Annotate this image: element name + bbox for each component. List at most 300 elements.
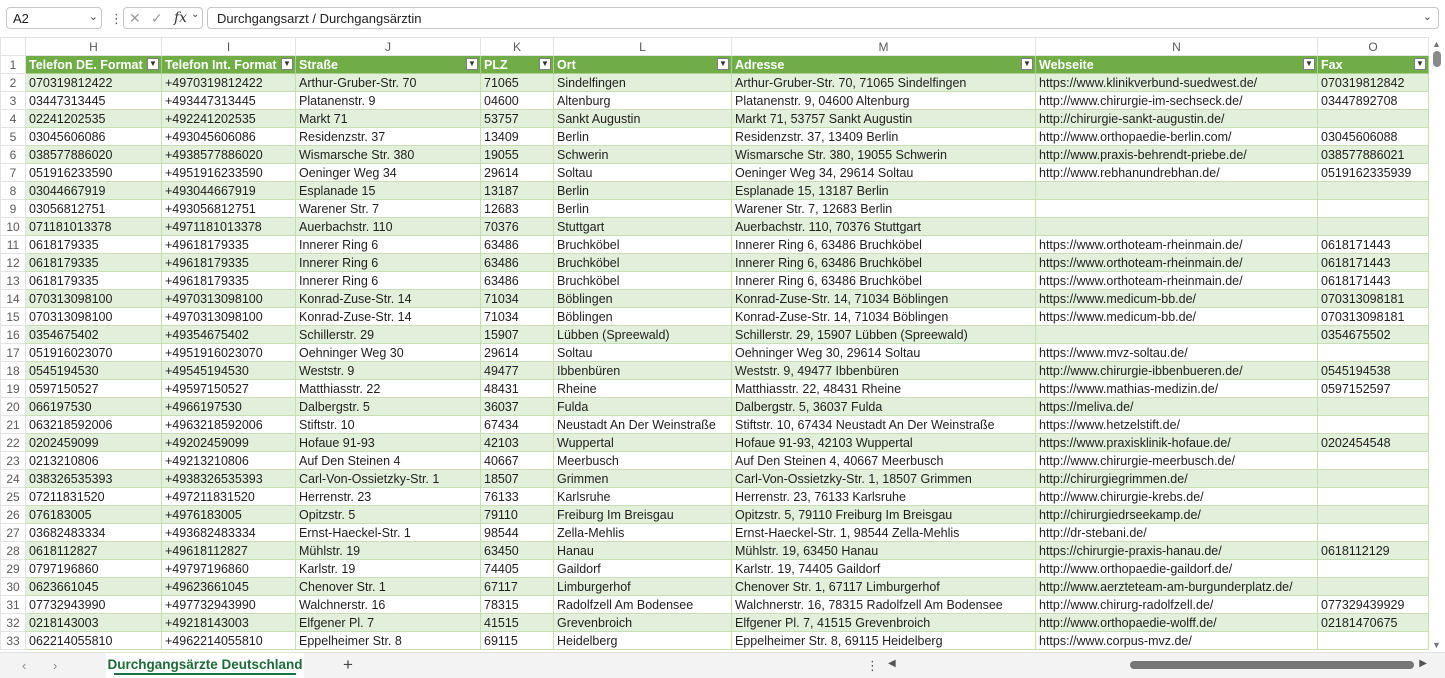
table-cell[interactable]: Wuppertal bbox=[554, 434, 732, 452]
table-cell[interactable]: https://meliva.de/ bbox=[1036, 398, 1318, 416]
table-cell[interactable]: 0218143003 bbox=[26, 614, 162, 632]
table-cell[interactable]: http://www.orthopaedie-berlin.com/ bbox=[1036, 128, 1318, 146]
table-cell[interactable]: 071181013378 bbox=[26, 218, 162, 236]
table-header-cell[interactable] bbox=[1318, 56, 1429, 74]
filter-dropdown-icon[interactable]: ▼ bbox=[539, 58, 551, 70]
table-header-cell[interactable] bbox=[481, 56, 554, 74]
table-cell[interactable]: 15907 bbox=[481, 326, 554, 344]
row-header[interactable]: 18 bbox=[1, 362, 26, 380]
table-cell[interactable]: Fulda bbox=[554, 398, 732, 416]
filter-dropdown-icon[interactable]: ▼ bbox=[1303, 58, 1315, 70]
scroll-right-icon[interactable]: ▶ bbox=[1419, 658, 1427, 669]
chevron-down-icon[interactable]: ⌄ bbox=[88, 11, 98, 23]
table-cell[interactable]: Innerer Ring 6, 63486 Bruchköbel bbox=[732, 236, 1036, 254]
more-options-icon[interactable]: ⋮ bbox=[866, 658, 879, 673]
table-cell[interactable]: 051916233590 bbox=[26, 164, 162, 182]
formula-input[interactable] bbox=[207, 7, 1439, 29]
row-header[interactable]: 17 bbox=[1, 344, 26, 362]
table-cell[interactable]: http://chirurgie-sankt-augustin.de/ bbox=[1036, 110, 1318, 128]
table-cell[interactable]: Warener Str. 7, 12683 Berlin bbox=[732, 200, 1036, 218]
table-cell[interactable]: +493056812751 bbox=[162, 200, 296, 218]
table-cell[interactable]: Ibbenbüren bbox=[554, 362, 732, 380]
table-cell[interactable] bbox=[1318, 416, 1429, 434]
table-cell[interactable]: Herrenstr. 23, 76133 Karlsruhe bbox=[732, 488, 1036, 506]
table-cell[interactable]: +49618179335 bbox=[162, 254, 296, 272]
table-cell[interactable]: Bruchköbel bbox=[554, 254, 732, 272]
table-cell[interactable]: +493682483334 bbox=[162, 524, 296, 542]
row-header[interactable]: 4 bbox=[1, 110, 26, 128]
table-cell[interactable]: 67434 bbox=[481, 416, 554, 434]
table-cell[interactable]: 03447892708 bbox=[1318, 92, 1429, 110]
sheet-tab-active[interactable] bbox=[106, 653, 304, 678]
table-cell[interactable]: Weststr. 9 bbox=[296, 362, 481, 380]
table-cell[interactable]: 0618112129 bbox=[1318, 542, 1429, 560]
table-cell[interactable]: +493447313445 bbox=[162, 92, 296, 110]
table-cell[interactable]: 03056812751 bbox=[26, 200, 162, 218]
table-cell[interactable]: +497732943990 bbox=[162, 596, 296, 614]
table-cell[interactable]: http://www.chirurgie-im-sechseck.de/ bbox=[1036, 92, 1318, 110]
column-header[interactable]: H bbox=[26, 38, 162, 56]
table-cell[interactable]: Konrad-Zuse-Str. 14, 71034 Böblingen bbox=[732, 308, 1036, 326]
table-cell[interactable]: Chenover Str. 1 bbox=[296, 578, 481, 596]
table-cell[interactable]: 69115 bbox=[481, 632, 554, 650]
table-cell[interactable]: Stiftstr. 10 bbox=[296, 416, 481, 434]
table-cell[interactable]: Ernst-Haeckel-Str. 1, 98544 Zella-Mehlis bbox=[732, 524, 1036, 542]
table-cell[interactable]: 03447313445 bbox=[26, 92, 162, 110]
table-cell[interactable] bbox=[1318, 470, 1429, 488]
table-cell[interactable]: 63450 bbox=[481, 542, 554, 560]
table-cell[interactable]: 051916023070 bbox=[26, 344, 162, 362]
table-cell[interactable]: Elfgener Pl. 7 bbox=[296, 614, 481, 632]
table-cell[interactable]: 29614 bbox=[481, 164, 554, 182]
table-cell[interactable]: Auf Den Steinen 4, 40667 Meerbusch bbox=[732, 452, 1036, 470]
row-header[interactable]: 26 bbox=[1, 506, 26, 524]
row-header[interactable]: 19 bbox=[1, 380, 26, 398]
vertical-scroll-thumb[interactable] bbox=[1433, 51, 1441, 67]
horizontal-scroll-thumb[interactable] bbox=[1130, 661, 1414, 669]
table-cell[interactable]: Esplanade 15, 13187 Berlin bbox=[732, 182, 1036, 200]
table-cell[interactable]: 71034 bbox=[481, 308, 554, 326]
table-cell[interactable] bbox=[1036, 182, 1318, 200]
check-icon[interactable]: ✓ bbox=[151, 10, 163, 26]
table-cell[interactable] bbox=[1036, 218, 1318, 236]
table-cell[interactable]: Auerbachstr. 110 bbox=[296, 218, 481, 236]
table-cell[interactable]: Schillerstr. 29 bbox=[296, 326, 481, 344]
more-options-icon[interactable]: ⋮ bbox=[110, 11, 123, 26]
column-header[interactable]: I bbox=[162, 38, 296, 56]
row-header[interactable]: 29 bbox=[1, 560, 26, 578]
table-cell[interactable]: http://www.praxis-behrendt-priebe.de/ bbox=[1036, 146, 1318, 164]
table-cell[interactable]: http://www.aerzteteam-am-burgunderplatz.de/ bbox=[1036, 578, 1318, 596]
table-cell[interactable]: https://www.medicum-bb.de/ bbox=[1036, 290, 1318, 308]
table-cell[interactable] bbox=[1318, 452, 1429, 470]
table-cell[interactable]: http://dr-stebani.de/ bbox=[1036, 524, 1318, 542]
row-header[interactable]: 1 bbox=[1, 56, 26, 74]
table-cell[interactable]: Karlstr. 19 bbox=[296, 560, 481, 578]
table-cell[interactable]: 41515 bbox=[481, 614, 554, 632]
table-cell[interactable]: 71065 bbox=[481, 74, 554, 92]
table-cell[interactable]: 36037 bbox=[481, 398, 554, 416]
table-cell[interactable]: 0597150527 bbox=[26, 380, 162, 398]
table-cell[interactable]: https://www.mvz-soltau.de/ bbox=[1036, 344, 1318, 362]
table-cell[interactable]: Markt 71, 53757 Sankt Augustin bbox=[732, 110, 1036, 128]
row-header[interactable]: 15 bbox=[1, 308, 26, 326]
table-cell[interactable]: Sindelfingen bbox=[554, 74, 732, 92]
table-cell[interactable]: Bruchköbel bbox=[554, 272, 732, 290]
table-cell[interactable]: Stiftstr. 10, 67434 Neustadt An Der Weinstraße bbox=[732, 416, 1036, 434]
row-header[interactable]: 31 bbox=[1, 596, 26, 614]
table-cell[interactable]: https://www.praxisklinik-hofaue.de/ bbox=[1036, 434, 1318, 452]
table-cell[interactable]: Böblingen bbox=[554, 308, 732, 326]
table-cell[interactable]: +4963218592006 bbox=[162, 416, 296, 434]
x-icon[interactable]: ✕ bbox=[129, 10, 141, 26]
table-cell[interactable]: Opitzstr. 5 bbox=[296, 506, 481, 524]
table-cell[interactable]: Stuttgart bbox=[554, 218, 732, 236]
table-cell[interactable]: 48431 bbox=[481, 380, 554, 398]
table-cell[interactable]: Bruchköbel bbox=[554, 236, 732, 254]
table-cell[interactable]: http://www.chirurgie-krebs.de/ bbox=[1036, 488, 1318, 506]
table-cell[interactable]: Hofaue 91-93, 42103 Wuppertal bbox=[732, 434, 1036, 452]
table-cell[interactable]: Neustadt An Der Weinstraße bbox=[554, 416, 732, 434]
table-cell[interactable]: 67117 bbox=[481, 578, 554, 596]
row-header[interactable]: 8 bbox=[1, 182, 26, 200]
table-cell[interactable]: Weststr. 9, 49477 Ibbenbüren bbox=[732, 362, 1036, 380]
row-header[interactable]: 12 bbox=[1, 254, 26, 272]
table-cell[interactable] bbox=[1318, 578, 1429, 596]
table-cell[interactable]: https://www.medicum-bb.de/ bbox=[1036, 308, 1318, 326]
table-cell[interactable]: +49354675402 bbox=[162, 326, 296, 344]
table-cell[interactable]: 0618171443 bbox=[1318, 236, 1429, 254]
table-cell[interactable]: Innerer Ring 6 bbox=[296, 254, 481, 272]
table-cell[interactable]: 0797196860 bbox=[26, 560, 162, 578]
table-cell[interactable] bbox=[1318, 200, 1429, 218]
table-cell[interactable]: Carl-Von-Ossietzky-Str. 1 bbox=[296, 470, 481, 488]
table-cell[interactable]: +49797196860 bbox=[162, 560, 296, 578]
scroll-down-icon[interactable]: ▼ bbox=[1432, 640, 1441, 650]
table-cell[interactable]: Auerbachstr. 110, 70376 Stuttgart bbox=[732, 218, 1036, 236]
table-cell[interactable]: http://www.orthopaedie-wolff.de/ bbox=[1036, 614, 1318, 632]
row-header[interactable]: 3 bbox=[1, 92, 26, 110]
table-cell[interactable]: 02181470675 bbox=[1318, 614, 1429, 632]
horizontal-scrollbar[interactable] bbox=[884, 658, 1429, 672]
table-cell[interactable] bbox=[1318, 218, 1429, 236]
table-cell[interactable]: 03044667919 bbox=[26, 182, 162, 200]
plus-icon[interactable]: + bbox=[343, 655, 353, 674]
table-cell[interactable]: http://www.rebhanundrebhan.de/ bbox=[1036, 164, 1318, 182]
table-cell[interactable]: +4970319812422 bbox=[162, 74, 296, 92]
table-cell[interactable]: https://www.orthoteam-rheinmain.de/ bbox=[1036, 254, 1318, 272]
row-header[interactable]: 16 bbox=[1, 326, 26, 344]
row-header[interactable]: 9 bbox=[1, 200, 26, 218]
table-cell[interactable]: Altenburg bbox=[554, 92, 732, 110]
filter-dropdown-icon[interactable]: ▼ bbox=[1021, 58, 1033, 70]
chevron-right-icon[interactable]: › bbox=[53, 658, 58, 673]
table-cell[interactable]: 0623661045 bbox=[26, 578, 162, 596]
table-cell[interactable]: 13187 bbox=[481, 182, 554, 200]
table-cell[interactable]: http://www.chirurg-radolfzell.de/ bbox=[1036, 596, 1318, 614]
table-cell[interactable]: 40667 bbox=[481, 452, 554, 470]
row-header[interactable]: 13 bbox=[1, 272, 26, 290]
table-cell[interactable]: 0354675402 bbox=[26, 326, 162, 344]
table-cell[interactable]: +49618179335 bbox=[162, 272, 296, 290]
table-cell[interactable]: 02241202535 bbox=[26, 110, 162, 128]
table-cell[interactable]: Karlsruhe bbox=[554, 488, 732, 506]
row-header[interactable]: 21 bbox=[1, 416, 26, 434]
table-cell[interactable]: 18507 bbox=[481, 470, 554, 488]
table-cell[interactable]: Matthiasstr. 22 bbox=[296, 380, 481, 398]
table-cell[interactable]: 0545194538 bbox=[1318, 362, 1429, 380]
table-cell[interactable]: 0618112827 bbox=[26, 542, 162, 560]
table-cell[interactable]: Chenover Str. 1, 67117 Limburgerhof bbox=[732, 578, 1036, 596]
table-cell[interactable]: 70376 bbox=[481, 218, 554, 236]
table-cell[interactable]: 070313098181 bbox=[1318, 290, 1429, 308]
table-cell[interactable]: Grevenbroich bbox=[554, 614, 732, 632]
table-cell[interactable]: https://www.orthoteam-rheinmain.de/ bbox=[1036, 236, 1318, 254]
table-cell[interactable]: 07211831520 bbox=[26, 488, 162, 506]
table-cell[interactable]: Eppelheimer Str. 8 bbox=[296, 632, 481, 650]
row-header[interactable]: 7 bbox=[1, 164, 26, 182]
filter-dropdown-icon[interactable]: ▼ bbox=[281, 58, 293, 70]
table-cell[interactable]: Innerer Ring 6, 63486 Bruchköbel bbox=[732, 254, 1036, 272]
table-cell[interactable]: http://www.orthopaedie-gaildorf.de/ bbox=[1036, 560, 1318, 578]
scroll-up-icon[interactable]: ▲ bbox=[1432, 39, 1441, 49]
table-cell[interactable]: Oehninger Weg 30 bbox=[296, 344, 481, 362]
table-cell[interactable]: Platanenstr. 9 bbox=[296, 92, 481, 110]
table-cell[interactable]: +4938326535393 bbox=[162, 470, 296, 488]
table-cell[interactable]: 19055 bbox=[481, 146, 554, 164]
table-cell[interactable]: +493044667919 bbox=[162, 182, 296, 200]
row-header[interactable]: 30 bbox=[1, 578, 26, 596]
table-cell[interactable]: 03682483334 bbox=[26, 524, 162, 542]
table-cell[interactable]: 0354675502 bbox=[1318, 326, 1429, 344]
table-cell[interactable]: 0202459099 bbox=[26, 434, 162, 452]
table-cell[interactable]: 0618179335 bbox=[26, 272, 162, 290]
table-header-cell[interactable] bbox=[26, 56, 162, 74]
table-cell[interactable]: 29614 bbox=[481, 344, 554, 362]
table-cell[interactable]: 0202454548 bbox=[1318, 434, 1429, 452]
table-cell[interactable]: 038577886021 bbox=[1318, 146, 1429, 164]
table-cell[interactable] bbox=[1318, 506, 1429, 524]
table-cell[interactable]: 98544 bbox=[481, 524, 554, 542]
table-cell[interactable]: Residenzstr. 37, 13409 Berlin bbox=[732, 128, 1036, 146]
column-header[interactable]: N bbox=[1036, 38, 1318, 56]
table-cell[interactable] bbox=[1318, 110, 1429, 128]
table-cell[interactable]: Platanenstr. 9, 04600 Altenburg bbox=[732, 92, 1036, 110]
table-cell[interactable]: 76133 bbox=[481, 488, 554, 506]
table-cell[interactable]: +4966197530 bbox=[162, 398, 296, 416]
table-header-cell[interactable] bbox=[296, 56, 481, 74]
filter-dropdown-icon[interactable]: ▼ bbox=[466, 58, 478, 70]
table-cell[interactable]: Innerer Ring 6, 63486 Bruchköbel bbox=[732, 272, 1036, 290]
table-cell[interactable]: +4962214055810 bbox=[162, 632, 296, 650]
row-header[interactable]: 24 bbox=[1, 470, 26, 488]
table-cell[interactable]: https://www.orthoteam-rheinmain.de/ bbox=[1036, 272, 1318, 290]
column-header[interactable]: L bbox=[554, 38, 732, 56]
table-cell[interactable]: https://chirurgie-praxis-hanau.de/ bbox=[1036, 542, 1318, 560]
table-cell[interactable]: 038326535393 bbox=[26, 470, 162, 488]
table-cell[interactable]: Berlin bbox=[554, 128, 732, 146]
table-cell[interactable]: Sankt Augustin bbox=[554, 110, 732, 128]
table-cell[interactable]: 63486 bbox=[481, 254, 554, 272]
table-cell[interactable]: 13409 bbox=[481, 128, 554, 146]
table-cell[interactable]: 63486 bbox=[481, 272, 554, 290]
fx-icon[interactable]: fx bbox=[174, 10, 188, 26]
table-cell[interactable]: Karlstr. 19, 74405 Gaildorf bbox=[732, 560, 1036, 578]
table-cell[interactable]: 0618179335 bbox=[26, 236, 162, 254]
row-header[interactable]: 20 bbox=[1, 398, 26, 416]
row-header[interactable]: 10 bbox=[1, 218, 26, 236]
table-cell[interactable]: http://chirurgiedrseekamp.de/ bbox=[1036, 506, 1318, 524]
chevron-left-icon[interactable]: ‹ bbox=[22, 658, 27, 673]
table-cell[interactable]: 066197530 bbox=[26, 398, 162, 416]
table-cell[interactable]: Schillerstr. 29, 15907 Lübben (Spreewald) bbox=[732, 326, 1036, 344]
table-cell[interactable]: Schwerin bbox=[554, 146, 732, 164]
table-cell[interactable] bbox=[1036, 200, 1318, 218]
table-cell[interactable]: +49597150527 bbox=[162, 380, 296, 398]
table-cell[interactable] bbox=[1318, 632, 1429, 650]
row-header[interactable]: 5 bbox=[1, 128, 26, 146]
table-cell[interactable]: +4970313098100 bbox=[162, 290, 296, 308]
table-cell[interactable]: Esplanade 15 bbox=[296, 182, 481, 200]
table-cell[interactable]: 63486 bbox=[481, 236, 554, 254]
table-cell[interactable]: https://www.mathias-medizin.de/ bbox=[1036, 380, 1318, 398]
table-cell[interactable] bbox=[1036, 326, 1318, 344]
table-cell[interactable]: 0597152597 bbox=[1318, 380, 1429, 398]
table-cell[interactable]: Eppelheimer Str. 8, 69115 Heidelberg bbox=[732, 632, 1036, 650]
table-cell[interactable]: 062214055810 bbox=[26, 632, 162, 650]
row-header[interactable]: 2 bbox=[1, 74, 26, 92]
table-cell[interactable]: 03045606088 bbox=[1318, 128, 1429, 146]
filter-dropdown-icon[interactable]: ▼ bbox=[1414, 58, 1426, 70]
row-header[interactable]: 27 bbox=[1, 524, 26, 542]
table-cell[interactable]: Opitzstr. 5, 79110 Freiburg Im Breisgau bbox=[732, 506, 1036, 524]
table-cell[interactable]: Rheine bbox=[554, 380, 732, 398]
table-cell[interactable]: Matthiasstr. 22, 48431 Rheine bbox=[732, 380, 1036, 398]
table-cell[interactable]: 077329439929 bbox=[1318, 596, 1429, 614]
table-cell[interactable]: 070319812842 bbox=[1318, 74, 1429, 92]
table-cell[interactable]: +4938577886020 bbox=[162, 146, 296, 164]
row-header[interactable]: 28 bbox=[1, 542, 26, 560]
table-cell[interactable]: Carl-Von-Ossietzky-Str. 1, 18507 Grimmen bbox=[732, 470, 1036, 488]
table-cell[interactable]: 53757 bbox=[481, 110, 554, 128]
row-header[interactable]: 33 bbox=[1, 632, 26, 650]
table-cell[interactable]: Residenzstr. 37 bbox=[296, 128, 481, 146]
table-cell[interactable]: Berlin bbox=[554, 182, 732, 200]
table-header-cell[interactable] bbox=[1036, 56, 1318, 74]
table-cell[interactable]: https://www.klinikverbund-suedwest.de/ bbox=[1036, 74, 1318, 92]
row-header[interactable]: 32 bbox=[1, 614, 26, 632]
table-cell[interactable]: +4976183005 bbox=[162, 506, 296, 524]
table-cell[interactable]: 038577886020 bbox=[26, 146, 162, 164]
table-cell[interactable]: Soltau bbox=[554, 344, 732, 362]
table-cell[interactable]: 0213210806 bbox=[26, 452, 162, 470]
table-cell[interactable]: 74405 bbox=[481, 560, 554, 578]
table-cell[interactable]: 07732943990 bbox=[26, 596, 162, 614]
table-cell[interactable]: +492241202535 bbox=[162, 110, 296, 128]
table-cell[interactable]: Berlin bbox=[554, 200, 732, 218]
vertical-scrollbar[interactable] bbox=[1429, 37, 1445, 652]
table-cell[interactable]: Grimmen bbox=[554, 470, 732, 488]
table-cell[interactable]: Mühlstr. 19 bbox=[296, 542, 481, 560]
table-header-cell[interactable] bbox=[554, 56, 732, 74]
table-cell[interactable]: Konrad-Zuse-Str. 14 bbox=[296, 308, 481, 326]
table-cell[interactable]: +49545194530 bbox=[162, 362, 296, 380]
table-cell[interactable]: Hofaue 91-93 bbox=[296, 434, 481, 452]
table-cell[interactable]: +493045606086 bbox=[162, 128, 296, 146]
table-cell[interactable]: Hanau bbox=[554, 542, 732, 560]
table-cell[interactable] bbox=[1318, 524, 1429, 542]
table-cell[interactable]: +4951916233590 bbox=[162, 164, 296, 182]
table-cell[interactable]: 78315 bbox=[481, 596, 554, 614]
filter-dropdown-icon[interactable]: ▼ bbox=[717, 58, 729, 70]
table-cell[interactable]: Arthur-Gruber-Str. 70, 71065 Sindelfingen bbox=[732, 74, 1036, 92]
row-header[interactable]: 6 bbox=[1, 146, 26, 164]
table-cell[interactable]: 063218592006 bbox=[26, 416, 162, 434]
table-cell[interactable]: Auf Den Steinen 4 bbox=[296, 452, 481, 470]
table-cell[interactable] bbox=[1318, 560, 1429, 578]
table-cell[interactable]: Ernst-Haeckel-Str. 1 bbox=[296, 524, 481, 542]
column-header[interactable]: M bbox=[732, 38, 1036, 56]
row-header[interactable]: 14 bbox=[1, 290, 26, 308]
table-cell[interactable]: 070313098181 bbox=[1318, 308, 1429, 326]
table-cell[interactable]: Wismarsche Str. 380 bbox=[296, 146, 481, 164]
table-cell[interactable]: +49202459099 bbox=[162, 434, 296, 452]
table-cell[interactable]: Herrenstr. 23 bbox=[296, 488, 481, 506]
table-cell[interactable]: Dalbergstr. 5 bbox=[296, 398, 481, 416]
row-header[interactable]: 22 bbox=[1, 434, 26, 452]
table-cell[interactable]: 04600 bbox=[481, 92, 554, 110]
table-cell[interactable]: Meerbusch bbox=[554, 452, 732, 470]
table-cell[interactable]: http://chirurgiegrimmen.de/ bbox=[1036, 470, 1318, 488]
column-header[interactable]: J bbox=[296, 38, 481, 56]
table-cell[interactable]: +49623661045 bbox=[162, 578, 296, 596]
table-cell[interactable]: Walchnerstr. 16 bbox=[296, 596, 481, 614]
table-cell[interactable] bbox=[1318, 344, 1429, 362]
table-cell[interactable]: 070313098100 bbox=[26, 308, 162, 326]
table-cell[interactable]: http://www.chirurgie-meerbusch.de/ bbox=[1036, 452, 1318, 470]
filter-dropdown-icon[interactable]: ▼ bbox=[147, 58, 159, 70]
table-cell[interactable]: 070313098100 bbox=[26, 290, 162, 308]
table-cell[interactable]: Soltau bbox=[554, 164, 732, 182]
table-cell[interactable]: https://www.corpus-mvz.de/ bbox=[1036, 632, 1318, 650]
table-cell[interactable]: Oehninger Weg 30, 29614 Soltau bbox=[732, 344, 1036, 362]
table-cell[interactable]: Dalbergstr. 5, 36037 Fulda bbox=[732, 398, 1036, 416]
table-cell[interactable]: Walchnerstr. 16, 78315 Radolfzell Am Bodensee bbox=[732, 596, 1036, 614]
table-header-cell[interactable] bbox=[732, 56, 1036, 74]
table-cell[interactable]: Arthur-Gruber-Str. 70 bbox=[296, 74, 481, 92]
table-cell[interactable]: +4970313098100 bbox=[162, 308, 296, 326]
table-cell[interactable]: Innerer Ring 6 bbox=[296, 236, 481, 254]
table-cell[interactable]: 070319812422 bbox=[26, 74, 162, 92]
table-cell[interactable]: +497211831520 bbox=[162, 488, 296, 506]
table-cell[interactable]: +49213210806 bbox=[162, 452, 296, 470]
table-cell[interactable]: 71034 bbox=[481, 290, 554, 308]
table-cell[interactable]: 0519162335939 bbox=[1318, 164, 1429, 182]
table-header-cell[interactable] bbox=[162, 56, 296, 74]
table-cell[interactable]: Mühlstr. 19, 63450 Hanau bbox=[732, 542, 1036, 560]
chevron-down-icon[interactable]: ⌄ bbox=[191, 9, 200, 20]
table-cell[interactable]: Innerer Ring 6 bbox=[296, 272, 481, 290]
table-cell[interactable]: Oeninger Weg 34, 29614 Soltau bbox=[732, 164, 1036, 182]
table-cell[interactable] bbox=[1318, 398, 1429, 416]
table-cell[interactable]: Böblingen bbox=[554, 290, 732, 308]
table-cell[interactable]: +4971181013378 bbox=[162, 218, 296, 236]
table-cell[interactable]: 03045606086 bbox=[26, 128, 162, 146]
row-header[interactable]: 11 bbox=[1, 236, 26, 254]
table-cell[interactable]: 49477 bbox=[481, 362, 554, 380]
table-cell[interactable]: +49218143003 bbox=[162, 614, 296, 632]
name-box[interactable] bbox=[6, 7, 102, 29]
